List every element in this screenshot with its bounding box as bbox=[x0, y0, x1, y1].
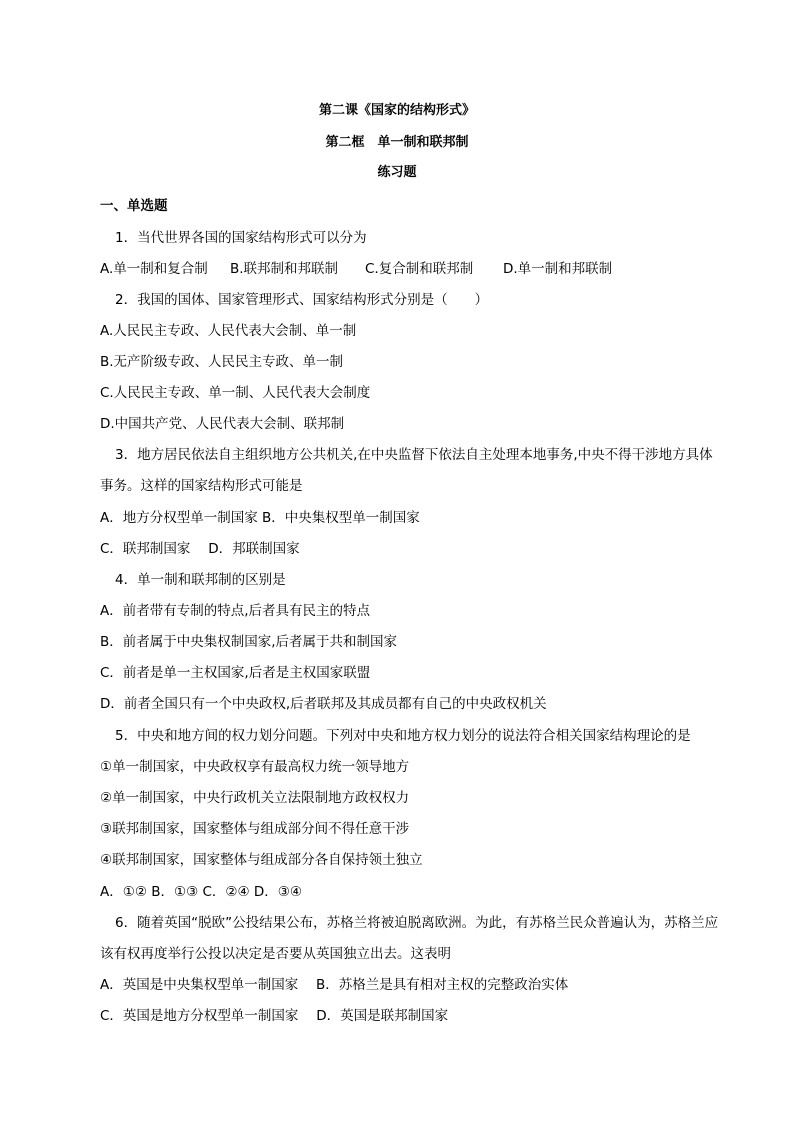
question-4-option-a: A．前者带有专制的特点,后者具有民主的特点 bbox=[100, 603, 371, 619]
question-5-statement-1: ①单一制国家，中央政权享有最高权力统一领导地方 bbox=[100, 759, 410, 775]
question-4-option-b: B．前者属于中央集权制国家,后者属于共和制国家 bbox=[100, 634, 398, 650]
question-6-options-line-1: A．英国是中央集权型单一制国家 B．苏格兰是具有相对主权的完整政治实体 bbox=[100, 977, 569, 993]
question-1-option-a: A.单一制和复合制 bbox=[100, 261, 208, 277]
question-5-stem: 5．中央和地方间的权力划分问题。下列对中央和地方权力划分的说法符合相关国家结构理论的是 bbox=[115, 728, 691, 744]
question-3-stem-line-1: 3．地方居民依法自主组织地方公共机关,在中央监督下依法自主处理本地事务,中央不得干涉地方具体 bbox=[115, 447, 713, 463]
question-3-stem-line-2: 事务。这样的国家结构形式可能是 bbox=[100, 478, 303, 494]
question-1-option-b: B.联邦制和邦联制 bbox=[230, 261, 339, 277]
question-2-option-c: C.人民民主专政、单一制、人民代表大会制度 bbox=[100, 385, 371, 401]
question-3-options-line-1: A．地方分权型单一制国家 B．中央集权型单一制国家 bbox=[100, 510, 420, 526]
question-6-stem-line-2: 该有权再度举行公投以决定是否要从英国独立出去。这表明 bbox=[100, 946, 451, 962]
question-1-option-d: D.单一制和邦联制 bbox=[503, 261, 613, 277]
question-2-option-b: B.无产阶级专政、人民民主专政、单一制 bbox=[100, 354, 344, 370]
question-4-stem: 4．单一制和联邦制的区别是 bbox=[115, 572, 286, 588]
question-6-stem-line-1: 6．随着英国“脱欧”公投结果公布，苏格兰将被迫脱离欧洲。为此，有苏格兰民众普遍认为，苏格兰应 bbox=[115, 915, 719, 931]
question-2-option-d: D.中国共产党、人民代表大会制、联邦制 bbox=[100, 416, 345, 432]
question-2-option-a: A.人民民主专政、人民代表大会制、单一制 bbox=[100, 323, 357, 339]
lesson-title: 第二课《国家的结构形式》 bbox=[318, 103, 475, 118]
section-heading: 一、单选题 bbox=[100, 198, 168, 214]
question-4-option-c: C．前者是单一主权国家,后者是主权国家联盟 bbox=[100, 665, 371, 681]
question-5-statement-3: ③联邦制国家，国家整体与组成部分间不得任意干涉 bbox=[100, 821, 410, 837]
question-5-statement-2: ②单一制国家，中央行政机关立法限制地方政权权力 bbox=[100, 790, 410, 806]
question-1-options bbox=[100, 259, 612, 279]
question-1-option-c: C.复合制和联邦制 bbox=[365, 261, 474, 277]
question-2-stem: 2．我国的国体、国家管理形式、国家结构形式分别是（ ） bbox=[115, 292, 489, 308]
question-1-stem: 1．当代世界各国的国家结构形式可以分为 bbox=[115, 230, 367, 246]
question-5-options: A．①② B．①③ C．②④ D．③④ bbox=[100, 884, 303, 900]
question-5-statement-4: ④联邦制国家，国家整体与组成部分各自保持领土独立 bbox=[100, 852, 423, 868]
question-6-options-line-2: C．英国是地方分权型单一制国家 D．英国是联邦制国家 bbox=[100, 1008, 449, 1024]
question-4-option-d: D．前者全国只有一个中央政权,后者联邦及其成员都有自己的中央政权机关 bbox=[100, 696, 547, 712]
question-3-options-line-2: C．联邦制国家 D．邦联制国家 bbox=[100, 541, 300, 557]
lesson-subtitle: 第二框 单一制和联邦制 bbox=[325, 135, 469, 150]
exercise-title: 练习题 bbox=[377, 165, 417, 180]
